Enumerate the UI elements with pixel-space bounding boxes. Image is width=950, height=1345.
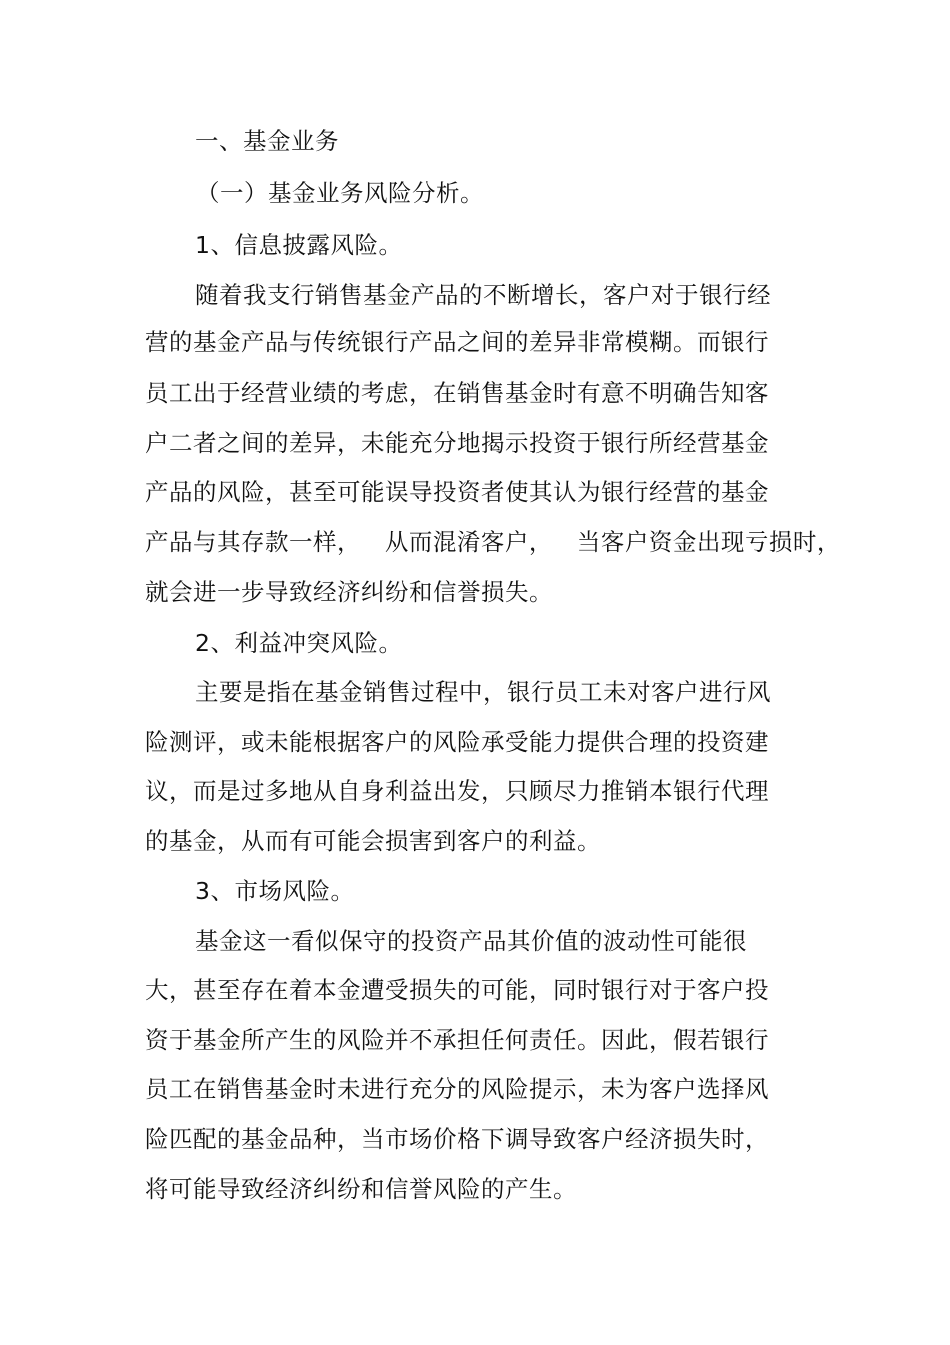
paragraph-line: 就会进一步导致经济纠纷和信誉损失。 <box>145 578 553 606</box>
subsection-heading: （一）基金业务风险分析。 <box>196 179 484 207</box>
item-heading-disclosure-risk: 1、信息披露风险。 <box>195 231 403 259</box>
paragraph-line: 员工出于经营业绩的考虑，在销售基金时有意不明确告知客 <box>145 379 769 407</box>
paragraph-line: 主要是指在基金销售过程中，银行员工未对客户进行风 <box>195 678 771 706</box>
paragraph-line: 随着我支行销售基金产品的不断增长，客户对于银行经 <box>195 281 771 309</box>
paragraph-line: 的基金，从而有可能会损害到客户的利益。 <box>145 827 601 855</box>
paragraph-line: 大，甚至存在着本金遭受损失的可能，同时银行对于客户投 <box>145 976 769 1004</box>
paragraph-line: 议，而是过多地从自身利益出发，只顾尽力推销本银行代理 <box>145 777 769 805</box>
paragraph-line: 险匹配的基金品种，当市场价格下调导致客户经济损失时， <box>145 1125 769 1153</box>
item-heading-conflict-risk: 2、利益冲突风险。 <box>195 629 403 657</box>
paragraph-line: 基金这一看似保守的投资产品其价值的波动性可能很 <box>195 927 747 955</box>
item-heading-market-risk: 3、市场风险。 <box>195 877 355 905</box>
paragraph-line: 产品与其存款一样， 从而混淆客户， 当客户资金出现亏损时， <box>145 528 841 556</box>
section-heading: 一、基金业务 <box>195 127 339 155</box>
paragraph-line: 员工在销售基金时未进行充分的风险提示，未为客户选择风 <box>145 1075 769 1103</box>
paragraph-line: 将可能导致经济纠纷和信誉风险的产生。 <box>145 1175 577 1203</box>
paragraph-line: 户二者之间的差异，未能充分地揭示投资于银行所经营基金 <box>145 429 769 457</box>
paragraph-line: 产品的风险，甚至可能误导投资者使其认为银行经营的基金 <box>145 478 769 506</box>
paragraph-line: 资于基金所产生的风险并不承担任何责任。因此，假若银行 <box>145 1026 769 1054</box>
paragraph-line: 险测评，或未能根据客户的风险承受能力提供合理的投资建 <box>145 728 769 756</box>
paragraph-line: 营的基金产品与传统银行产品之间的差异非常模糊。而银行 <box>145 328 769 356</box>
